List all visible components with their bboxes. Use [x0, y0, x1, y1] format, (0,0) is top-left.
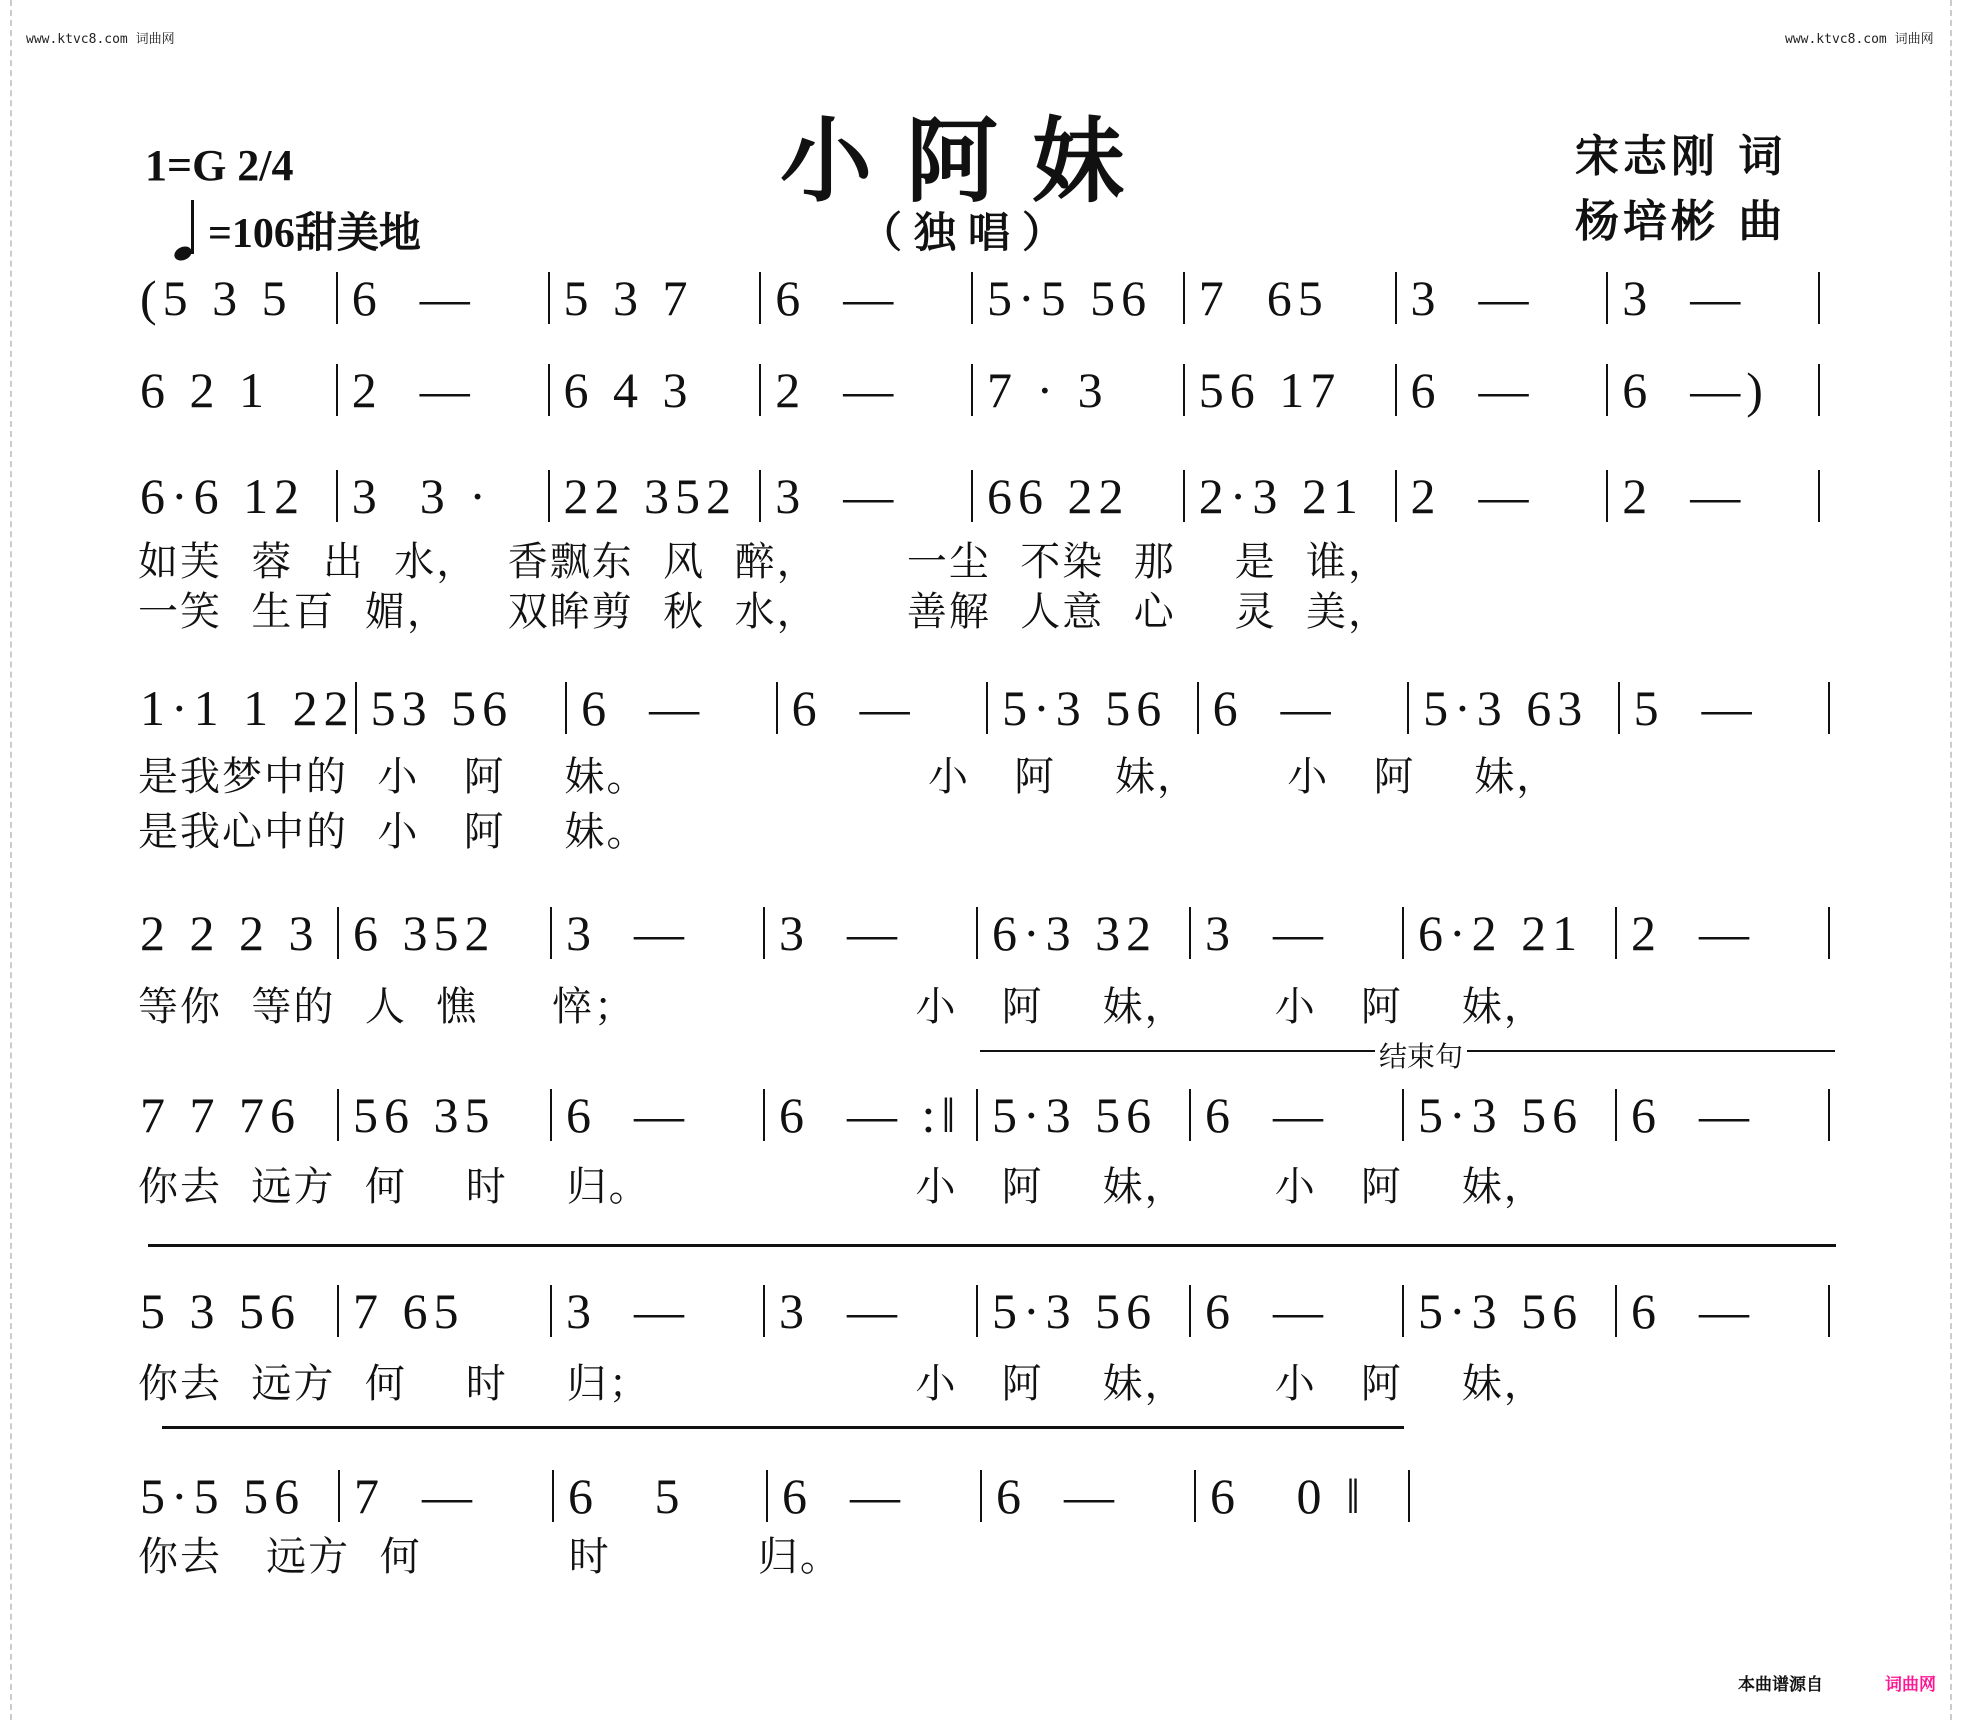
measure: 6·2 21	[1404, 907, 1617, 959]
lyric-line: 是我梦中的 小 阿 妹。 小 阿 妹， 小 阿 妹，	[138, 754, 1559, 800]
measure: 5·3 56	[1404, 1285, 1617, 1337]
score-row	[140, 360, 1820, 420]
measure: 56 35	[339, 1089, 552, 1141]
measure: 3 3 ·	[338, 470, 550, 522]
measure: 5 —	[1620, 682, 1830, 734]
measure: 6 —)	[1608, 364, 1820, 416]
score-row	[140, 1281, 1830, 1341]
measure: 6 — :‖	[765, 1089, 978, 1141]
ending-label: 结束句	[1375, 1035, 1467, 1075]
song-title: 小阿妹	[780, 107, 1159, 215]
measure: 7 65	[339, 1285, 552, 1337]
measure: 1·1 1 22	[140, 680, 355, 736]
measure: 2 —	[761, 364, 973, 416]
lyric-line: 是我心中的 小 阿 妹。	[138, 809, 649, 855]
measure: 5·3 56	[1404, 1089, 1617, 1141]
tempo-text: =106甜美地	[208, 211, 421, 257]
score-row	[140, 466, 1820, 526]
measure: 3 —	[761, 470, 973, 522]
measure: 6 —	[552, 1089, 765, 1141]
measure: 2 —	[1617, 907, 1830, 959]
measure: 2·3 21	[1185, 470, 1397, 522]
lyric-line: 你去 远方 何 时 归。 小 阿 妹， 小 阿 妹，	[138, 1164, 1546, 1210]
measure: 3 —	[1397, 272, 1609, 324]
measure: 7 65	[1185, 272, 1397, 324]
measure: 6·6 12	[140, 470, 338, 522]
left-page-edge	[10, 0, 12, 1720]
score-row	[140, 903, 1830, 963]
measure: 3 —	[552, 907, 765, 959]
score-row	[140, 678, 1830, 738]
score-row	[140, 1466, 1410, 1526]
measure: 7 7 76	[140, 1089, 339, 1141]
measure: 5·5 56	[140, 1470, 340, 1522]
song-subtitle: （独唱）	[860, 208, 1077, 257]
measure: 2 —	[338, 364, 550, 416]
measure: 6 0 ‖	[1196, 1470, 1410, 1522]
measure: 6 4 3	[550, 364, 762, 416]
measure: 6 —	[761, 272, 973, 324]
measure: 3 —	[765, 1285, 978, 1337]
measure: 6 —	[338, 272, 550, 324]
footer-site-link[interactable]: 词曲网	[1885, 1675, 1936, 1695]
score-row	[140, 268, 1820, 328]
measure: 6 —	[982, 1470, 1196, 1522]
measure: 56 17	[1185, 364, 1397, 416]
composer-credit: 杨培彬 曲	[1575, 196, 1787, 247]
measure: 3 —	[765, 907, 978, 959]
quarter-note-icon	[180, 200, 194, 260]
measure: (5 3 5	[140, 272, 338, 324]
measure: 3 —	[1608, 272, 1820, 324]
watermark-left: www.ktvc8.com 词曲网	[26, 32, 175, 47]
measure: 5·3 56	[988, 682, 1198, 734]
lyric-line: 一笑 生百 媚， 双眸剪 秋 水， 善解 人意 心 灵 美，	[138, 589, 1391, 635]
measure: 7 —	[340, 1470, 554, 1522]
watermark-right: www.ktvc8.com 词曲网	[1785, 32, 1934, 47]
measure: 5·3 56	[978, 1285, 1191, 1337]
measure: 6 —	[768, 1470, 982, 1522]
measure: 2 —	[1397, 470, 1609, 522]
section-divider	[162, 1426, 1404, 1429]
measure: 66 22	[973, 470, 1185, 522]
measure: 53 56	[357, 682, 567, 734]
measure: 5 3 56	[140, 1285, 339, 1337]
measure: 6 2 1	[140, 364, 338, 416]
measure: 6 5	[554, 1470, 768, 1522]
measure: 3 —	[552, 1285, 765, 1337]
measure: 6 —	[1397, 364, 1609, 416]
measure: 22 352	[550, 470, 762, 522]
measure: 6 —	[778, 682, 988, 734]
measure: 6 —	[1617, 1089, 1830, 1141]
measure: 5·5 56	[973, 272, 1185, 324]
measure: 6 —	[567, 682, 777, 734]
measure: 6 —	[1191, 1089, 1404, 1141]
lyric-line: 等你 等的 人 憔 悴； 小 阿 妹， 小 阿 妹，	[138, 984, 1546, 1030]
measure: 6 352	[339, 907, 552, 959]
measure: 5 3 7	[550, 272, 762, 324]
measure: 6 —	[1191, 1285, 1404, 1337]
tempo-marking	[180, 200, 421, 260]
right-page-edge	[1950, 0, 1952, 1720]
measure: 2 2 2 3	[140, 907, 339, 959]
measure: 5·3 56	[978, 1089, 1191, 1141]
measure: 6 —	[1617, 1285, 1830, 1337]
measure: 6·3 32	[978, 907, 1191, 959]
key-signature: 1=G 2/4	[145, 141, 294, 190]
measure: 3 —	[1191, 907, 1404, 959]
measure: 2 —	[1608, 470, 1820, 522]
lyric-line: 你去 远方 何 时 归； 小 阿 妹， 小 阿 妹，	[138, 1361, 1546, 1407]
lyricist-credit: 宋志刚 词	[1575, 131, 1787, 182]
measure: 7 · 3	[973, 364, 1185, 416]
score-row	[140, 1085, 1830, 1145]
measure: 6 —	[1199, 682, 1409, 734]
lyric-line: 如芙 蓉 出 水， 香飘东 风 醉， 一尘 不染 那 是 谁，	[138, 539, 1391, 585]
footer-source-label: 本曲谱源自	[1738, 1675, 1823, 1695]
measure: 5·3 63	[1409, 682, 1619, 734]
lyric-line: 你去 远方 何 时 归。	[138, 1534, 842, 1580]
section-divider	[148, 1244, 1836, 1247]
